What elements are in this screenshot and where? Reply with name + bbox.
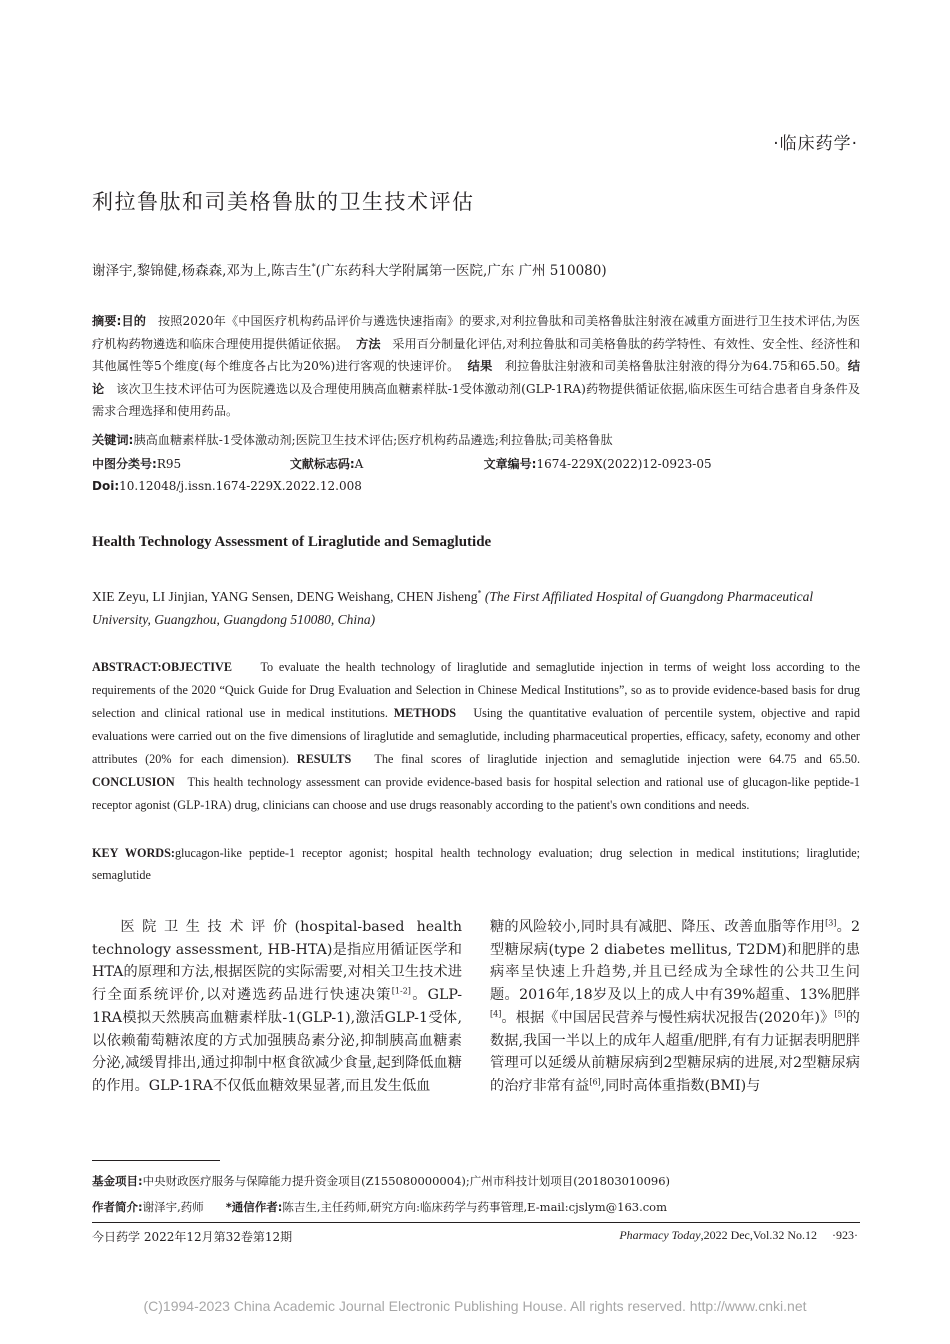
article-title-cn: 利拉鲁肽和司美格鲁肽的卫生技术评估 (92, 190, 475, 214)
abstract-en-label: ABSTRACT:OBJECTIVE (92, 660, 232, 674)
keywords-en (92, 842, 860, 886)
abstract-en-methods-label: METHODS (393, 706, 457, 720)
footer-journal-cn: 今日药学 2022年12月第32卷第12期 (92, 1230, 293, 1244)
abstract-en-conclusion: This health technology assessment can provide evidence-based basis for hospital selection and rational use of glucagon-like peptide-1 receptor agonist (GLP-1RA) drug, clinicians can choose and use drugs reasonably according to the patient's own conditions and needs. (92, 775, 860, 812)
authors-cn (92, 259, 607, 279)
body-column-right (490, 916, 860, 1098)
doi-label: Doi: (92, 479, 120, 493)
author-footnote: 作者简介:谢泽宇,药师 *通信作者:陈吉生,主任药师,研究方向:临床药学与药事管理,E-mail:cjslym@163.com (92, 1200, 668, 1214)
abstract-en-results-label: RESULTS (296, 752, 352, 766)
article-meta (92, 453, 860, 476)
body-paragraph: 医院卫生技术评价(hospital-based health technology assessment, HB-HTA)是指应用循证医学和HTA的原理和方法,根据医院的实际需要,对相关卫生技术进行全面系统评价,以对遴选药品进行快速决策[1-2]。GLP-1RA模拟天然胰高血糖素样肽-1(GLP-1),激活GLP-1受体,以依赖葡萄糖浓度的方式加强胰岛素分泌,抑制胰高血糖素分泌,减缓胃排出,通过抑制中枢食欲减少食量,起到降低血糖的作用。GLP-1RA不仅低血糖效果显著,而且发生低血 (92, 919, 462, 1094)
author-names-cn: 谢泽宇,黎锦健,杨森森,邓为上,陈吉生 (92, 263, 312, 279)
abstract-results-label: 结果 (467, 359, 493, 374)
footnote-divider (92, 1160, 220, 1161)
footer-journal-en: Pharmacy Today,2022 Dec,Vol.32 No.12 ·923· (619, 1228, 858, 1242)
abstract-cn (92, 310, 860, 423)
citation[interactable]: [3] (825, 918, 837, 928)
abstract-en-conclusion-label: CONCLUSION (92, 775, 175, 789)
keywords-label: 关键词: (92, 433, 134, 447)
keywords-en-text: glucagon-like peptide-1 receptor agonist; hospital health technology evaluation; drug selection in medical institutions; liraglutide; semaglutide (92, 846, 860, 882)
corresponding-mark-en: * (477, 588, 482, 598)
page-number: ·923· (832, 1228, 858, 1242)
body-column-left (92, 916, 462, 1098)
document-code: 文献标志码:A (289, 457, 364, 471)
citation[interactable]: [4] (490, 1009, 502, 1019)
doi (92, 475, 860, 498)
fund-footnote: 基金项目:中央财政医疗服务与保障能力提升资金项目(Z155080000004);广州市科技计划项目(201803010096) (92, 1174, 671, 1188)
clc-number: 中图分类号:R95 (92, 457, 182, 471)
abstract-results: 利拉鲁肽注射液和司美格鲁肽注射液的得分为64.75和65.50。 (504, 359, 848, 374)
abstract-en-objective: To evaluate the health technology of liraglutide and semaglutide injection in terms of weight loss according to the requirements of the 2020 “Quick Guide for Drug Evaluation and Selection in Chinese Medical Institutions”, so as to provide evidence-based basis for drug selection and clinical rational use in medical institutions. (92, 660, 861, 720)
corresponding-mark: * (311, 262, 316, 272)
article-title-en: Health Technology Assessment of Liraglutide and Semaglutide (92, 534, 492, 550)
affiliation-en: (The First Affiliated Hospital of Guangdong Pharmaceutical University, Guangzhou, Guangdong 510080, China) (92, 589, 814, 627)
keywords-text: 胰高血糖素样肽-1受体激动剂;医院卫生技术评估;医疗机构药品遴选;利拉鲁肽;司美格鲁肽 (133, 433, 613, 447)
abstract-conclusion-label: 结论 (92, 359, 861, 396)
body-paragraph: 糖的风险较小,同时具有减肥、降压、改善血脂等作用[3]。2型糖尿病(type 2 diabetes mellitus, T2DM)和肥胖的患病率呈快速上升趋势,并且已经成为全球性的公共卫生问题。2016年,18岁及以上的成人中有39%超重、13%肥胖[4]。根据《中国居民营养与慢性病状况报告(2020年)》[5]的数据,我国一半以上的成年人超重/肥胖,有有力证据表明肥胖管理可以延缓从前糖尿病到2型糖尿病的进展,对2型糖尿病的治疗非常有益[6],同时高体重指数(BMI)与 (490, 918, 861, 1094)
abstract-en (92, 656, 860, 817)
keywords-cn (92, 429, 860, 452)
doi-value[interactable]: 10.12048/j.issn.1674-229X.2022.12.008 (119, 479, 362, 493)
abstract-methods: 采用百分制量化评估,对利拉鲁肽和司美格鲁肽的药学特性、有效性、安全性、经济性和其他属性等5个维度(每个维度各占比为20%)进行客观的快速评价。 (92, 336, 861, 374)
author-names-en: XIE Zeyu, LI Jinjian, YANG Sensen, DENG Weishang, CHEN Jisheng (92, 589, 478, 604)
copyright-watermark: (C)1994-2023 China Academic Journal Electronic Publishing House. All rights reserved. http://www.cnki.net (143, 1298, 807, 1314)
authors-en (92, 585, 860, 631)
abstract-objective: 按照2020年《中国医疗机构药品评价与遴选快速指南》的要求,对利拉鲁肽和司美格鲁肽注射液在减重方面进行卫生技术评估,为医疗机构药物遴选和临床合理使用提供循证依据。 (92, 314, 861, 351)
keywords-en-label: KEY WORDS: (92, 846, 175, 860)
footer-divider (92, 1222, 860, 1223)
citation[interactable]: [5] (834, 1009, 846, 1019)
abstract-methods-label: 方法 (356, 336, 381, 351)
citation[interactable]: [6] (589, 1077, 601, 1087)
citation[interactable]: [1-2] (391, 986, 411, 996)
section-tag: ·临床药学· (773, 134, 858, 154)
affiliation-cn: (广东药科大学附属第一医院,广东 广州 510080) (315, 263, 607, 279)
abstract-en-results: The final scores of liraglutide injection and semaglutide injection were 64.75 and 65.50. (374, 752, 861, 766)
abstract-conclusion: 该次卫生技术评估可为医院遴选以及合理使用胰高血糖素样肽-1受体激动剂(GLP-1RA)药物提供循证依据,临床医生可结合患者自身条件及需求合理选择和使用药品。 (92, 381, 861, 419)
article-number: 文章编号:1674-229X(2022)12-0923-05 (483, 457, 712, 471)
abstract-label: 摘要:目的 (92, 314, 147, 328)
abstract-en-methods: Using the quantitative evaluation of percentile system, objective and rapid evaluations were carried out on the five dimensions of liraglutide and semaglutide, including pharmaceutical properties, efficacy, safety, economy and other attributes (20% for each dimension). (92, 706, 861, 766)
